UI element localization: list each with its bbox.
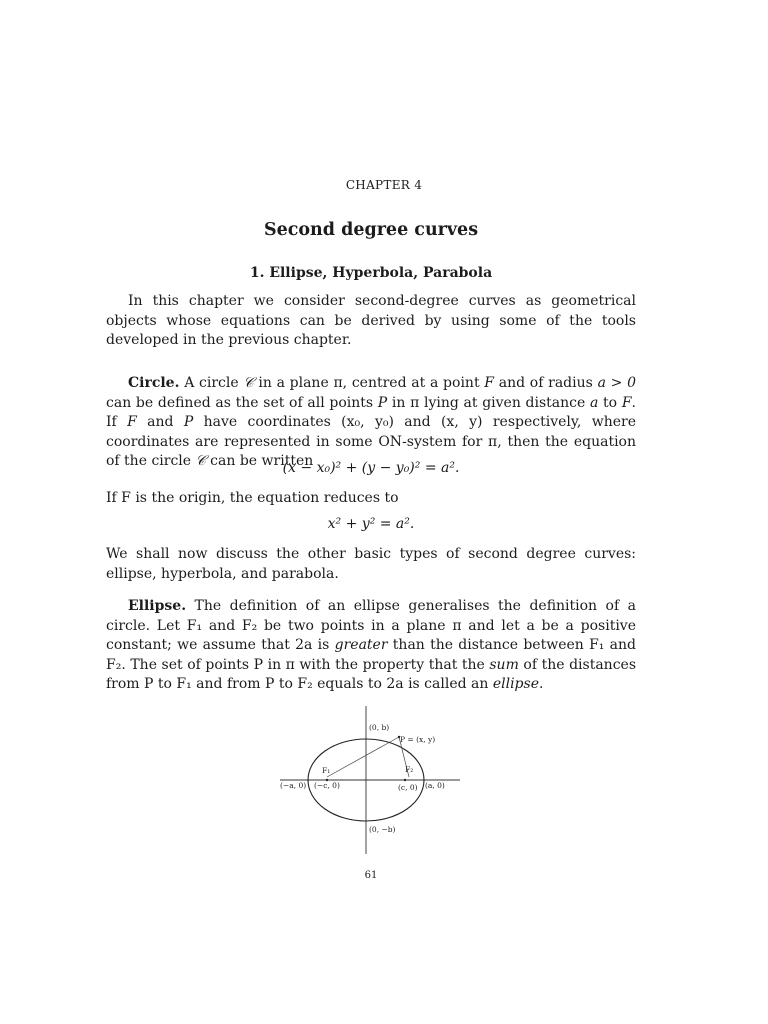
ellipse-heading: Ellipse.: [128, 598, 187, 614]
ellipse-text: The definition of an ellipse generalises the definition of a circle. Let F₁ and F₂ be two points in a plane π and let a be a positive constant; we assume that 2a is: [106, 598, 636, 654]
circle-text: can be defined as the set of all points: [106, 394, 378, 411]
origin-equation: x² + y² = a².: [327, 516, 415, 532]
discuss-text: We shall now discuss the other basic types of second degree curves: ellipse, hyperbola, and parabola.: [106, 546, 636, 582]
circle-text: in π lying at given distance: [387, 394, 590, 411]
ellipse-text: of the distances from P to F₁ and from P to F₂ equals to 2a is called an: [106, 656, 637, 693]
ellipse-text: than the distance between F₁ and F₂. The set of points P in π with the property that the: [106, 637, 636, 673]
label-left-vertex: (−a, 0): [280, 781, 307, 790]
circle-symbol: 𝒞: [243, 375, 254, 391]
label-right-vertex: (a, 0): [425, 781, 445, 790]
page-number: 61: [364, 870, 378, 881]
label-f1: F₁: [322, 766, 331, 775]
circle-symbol: P: [377, 394, 388, 411]
circle-text: and of radius: [494, 375, 598, 391]
origin-paragraph: [106, 489, 636, 509]
label-left-focus: (−c, 0): [314, 781, 340, 790]
ellipse-paragraph: [106, 597, 636, 695]
circle-paragraph: [106, 374, 636, 472]
ellipse-emphasis: sum: [489, 656, 519, 673]
origin-text: If F is the origin, the equation reduces to: [106, 490, 399, 506]
label-top: (0, b): [369, 723, 390, 732]
ellipse-emphasis: greater: [334, 637, 388, 654]
intro-text: In this chapter we consider second-degree curves as geometrical objects whose equations can be derived by using some of the tools developed in the previous chapter.: [106, 293, 636, 349]
circle-equation: (x − x₀)² + (y − y₀)² = a².: [282, 460, 460, 476]
circle-symbol: F: [127, 414, 137, 431]
circle-text: and: [136, 414, 184, 431]
circle-symbol: a > 0: [597, 375, 637, 391]
circle-text: in a plane π, centred at a point: [253, 375, 485, 391]
circle-symbol: F: [621, 394, 632, 411]
circle-symbol: 𝒞: [195, 453, 206, 470]
circle-text: to: [598, 394, 622, 411]
chapter-label: CHAPTER 4: [345, 178, 423, 192]
circle-text: A circle: [179, 375, 244, 391]
label-point: P = (x, y): [400, 735, 436, 744]
focus-2-marker: [404, 779, 406, 781]
ellipse-emphasis: ellipse: [492, 676, 539, 693]
circle-text: . If: [106, 394, 636, 431]
section-title: 1. Ellipse, Hyperbola, Parabola: [249, 265, 493, 281]
circle-symbol: P: [183, 414, 194, 431]
ellipse-figure: [278, 704, 463, 859]
circle-heading: Circle.: [128, 375, 180, 391]
discuss-paragraph: [106, 545, 636, 584]
label-bottom: (0, −b): [369, 825, 396, 834]
circle-text: can be written: [205, 453, 314, 470]
focal-line-1: [327, 737, 399, 777]
circle-symbol: F: [484, 375, 495, 391]
intro-paragraph: [106, 292, 636, 351]
chapter-title: Second degree curves: [263, 220, 479, 240]
label-f2: F₂: [405, 765, 414, 774]
circle-symbol: a: [590, 394, 599, 411]
circle-text: have coordinates (x₀, y₀) and (x, y) respectively, where coordinates are represented in some ON-system for π, then the equation of the circle: [106, 414, 637, 470]
label-right-focus: (c, 0): [398, 783, 418, 792]
ellipse-text: .: [539, 676, 544, 693]
